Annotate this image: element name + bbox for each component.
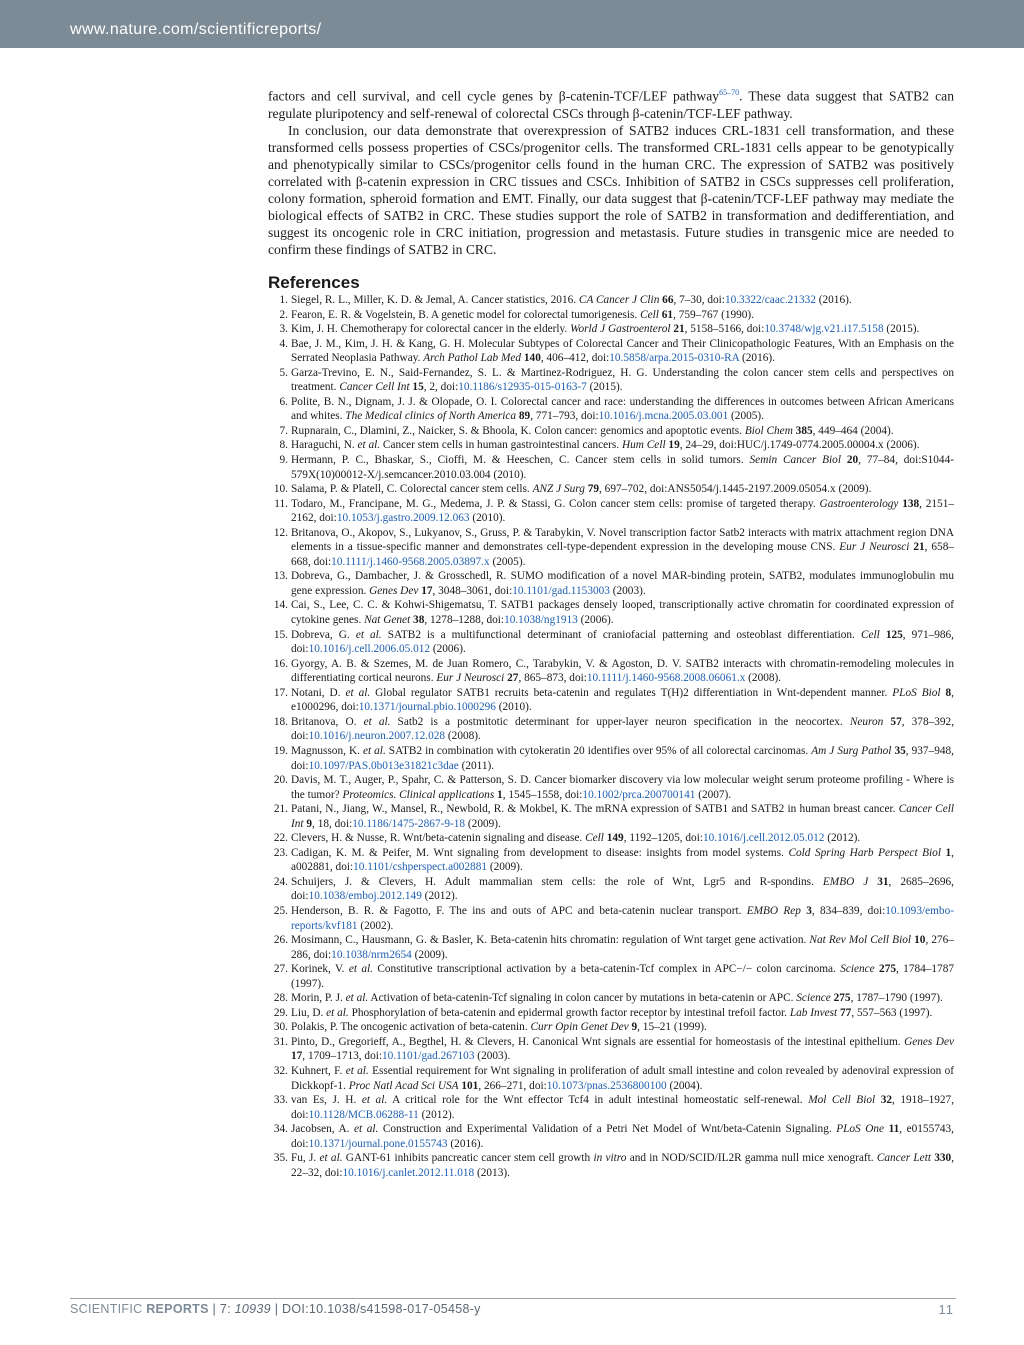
volume-number: 32 <box>875 1094 892 1107</box>
reference-text: Kuhnert, F. et al. Essential requirement for Wnt signaling in proliferation of adult small intestine and colon revealed by adenoviral expression of Dickkopf-1. Proc Natl Acad Sci USA 101, 266–271, doi:10.1073/pnas.2536800100 (2004). <box>291 1064 955 1092</box>
journal-title: Science <box>796 992 831 1005</box>
doi-link[interactable]: 10.1016/j.canlet.2012.11.018 <box>342 1166 475 1179</box>
reference-text: Britanova, O. et al. Satb2 is a postmitotic determinant for upper-layer neuron specification in the neocortex. Neuron 57, 378–392, doi:10.1016/j.neuron.2007.12.028 (2008). <box>291 715 955 743</box>
reference-number: 23. <box>273 846 288 859</box>
reference-number: 33. <box>273 1094 288 1107</box>
doi-link[interactable]: 10.1053/j.gastro.2009.12.063 <box>336 512 470 525</box>
reference-text: Kim, J. H. Chemotherapy for colorectal cancer in the elderly. World J Gastroenterol 21, 5158–5166, doi:10.3748/wjg.v21.i17.5158 (2015). <box>291 323 920 336</box>
volume-number: 275 <box>830 992 851 1005</box>
site-url[interactable]: www.nature.com/scientificreports/ <box>70 21 322 38</box>
journal-title: Cancer Cell Int <box>339 381 410 394</box>
reference-item <box>274 497 954 526</box>
journal-title: PLoS Biol <box>892 686 941 699</box>
reference-item <box>273 1020 954 1035</box>
doi-link[interactable]: 10.1097/PAS.0b013e31821c3dae <box>308 759 459 772</box>
reference-number: 10. <box>273 483 288 496</box>
reference-number: 26. <box>273 934 288 947</box>
reference-text: Jacobsen, A. et al. Construction and Experimental Validation of a Petri Net Model of Wnt/beta-Catenin Signaling. PLoS One 11, e0155743, doi:10.1371/journal.pone.0155743 (2016). <box>291 1123 954 1150</box>
reference-text: Cai, S., Lee, C. C. & Kohwi-Shigematsu, T. SATB1 packages densely looped, transcriptionally active chromatin for coordinated expression of cytokine genes. Nat Genet 38, 1278–1288, doi:10.1038/ng1913 (2006). <box>291 599 954 627</box>
reference-number: 1. <box>279 294 288 306</box>
volume-number: 330 <box>930 1152 952 1165</box>
reference-number: 27. <box>273 963 288 976</box>
volume-number: 8 <box>940 686 952 699</box>
reference-text: Henderson, B. R. & Fagotto, F. The ins and outs of APC and beta-catenin nuclear transport. EMBO Rep 3, 834–839, doi:10.1093/embo-reports/kvf181 (2002). <box>291 904 954 932</box>
doi-link[interactable]: 10.1186/1475-2867-9-18 <box>352 817 466 830</box>
volume-number: 66 <box>659 294 674 306</box>
reference-text: Cadigan, K. M. & Peifer, M. Wnt signaling from development to disease: insights from model systems. Cold Spring Harb Perspect Biol 1, a002881, doi:10.1101/cshperspect.a002881 (2009). <box>291 846 954 874</box>
reference-item <box>279 366 954 395</box>
reference-number: 6. <box>279 395 288 408</box>
reference-text: Magnusson, K. et al. SATB2 in combination with cytokeratin 20 identifies over 95% of all colorectal carcinomas. Am J Surg Pathol 35, 937–948, doi:10.1097/PAS.0b013e31821c3dae (2011). <box>291 744 954 772</box>
reference-item <box>273 875 955 904</box>
reference-item <box>273 1151 955 1180</box>
footer-divider <box>70 1298 956 1299</box>
reference-number: 30. <box>273 1021 288 1034</box>
reference-item <box>273 715 955 744</box>
doi-link[interactable]: 10.3322/caac.21332 <box>724 294 816 306</box>
volume-number: 149 <box>603 832 624 845</box>
reference-text: Patani, N., Jiang, W., Mansel, R., Newbold, R. & Mokbel, K. The mRNA expression of SATB1 and SATB2 in human breast cancer. Cancer Cell Int 9, 18, doi:10.1186/1475-2867-9-18 (2009). <box>291 803 954 830</box>
journal-title: Cell <box>640 308 659 321</box>
reference-number: 8. <box>279 439 288 452</box>
volume-number: 11 <box>884 1123 900 1136</box>
reference-number: 16. <box>273 657 288 670</box>
journal-title: Semin Cancer Biol <box>749 454 841 467</box>
reference-item <box>279 322 954 337</box>
reference-text: Haraguchi, N. et al. Cancer stem cells in human gastrointestinal cancers. Hum Cell 19, 24–29, doi:HUC/j.1749-0774.2005.00004.x (2006). <box>291 439 920 452</box>
doi-link[interactable]: 10.1038/emboj.2012.149 <box>308 890 422 903</box>
reference-item <box>273 598 954 627</box>
doi-link[interactable]: 10.1016/j.cell.2012.05.012 <box>702 832 825 845</box>
reference-number: 35. <box>273 1152 288 1165</box>
doi-link[interactable]: 10.1016/j.mcna.2005.03.001 <box>598 410 729 423</box>
reference-number: 17. <box>273 686 288 699</box>
doi-link[interactable]: 10.1016/j.neuron.2007.12.028 <box>308 730 446 743</box>
journal-title: ANZ J Surg <box>532 483 585 496</box>
volume-number: 125 <box>879 628 903 641</box>
volume-number: 79 <box>584 483 600 496</box>
reference-item <box>273 1122 954 1151</box>
reference-text: Dobreva, G., Dambacher, J. & Grosschedl, R. SUMO modification of a novel MAR-binding protein, SATB2, modulates immunoglobulin mu gene expression. Genes Dev 17, 3048–3061, doi:10.1101/gad.1153003 (2003). <box>291 570 954 597</box>
reference-item <box>273 657 954 686</box>
journal-title: Lab Invest <box>789 1006 838 1019</box>
reference-text: Polakis, P. The oncogenic activation of beta-catenin. Curr Opin Genet Dev 9, 15–21 (1999). <box>291 1021 707 1034</box>
volume-number: 138 <box>898 497 920 510</box>
reference-item <box>273 962 955 991</box>
reference-text: Clevers, H. & Nusse, R. Wnt/beta-catenin signaling and disease. Cell 149, 1192–1205, doi:10.1016/j.cell.2012.05.012 (2012). <box>291 832 861 845</box>
reference-item <box>279 337 954 366</box>
journal-title: Science <box>840 963 875 976</box>
volume-number: 20 <box>840 454 859 467</box>
reference-number: 14. <box>273 599 288 612</box>
reference-number: 13. <box>273 570 288 583</box>
reference-number: 18. <box>273 715 288 728</box>
reference-text: Fearon, E. R. & Vogelstein, B. A genetic model for colorectal tumorigenesis. Cell 61, 759–767 (1990). <box>291 308 755 321</box>
journal-title: Curr Opin Genet Dev <box>530 1021 629 1034</box>
reference-number: 20. <box>273 774 288 787</box>
reference-item <box>279 453 954 482</box>
reference-item <box>273 744 954 773</box>
journal-title: Genes Dev <box>369 584 419 597</box>
volume-number: 89 <box>516 410 531 423</box>
journal-title: Proc Natl Acad Sci USA <box>348 1079 459 1092</box>
page-number: 11 <box>938 1302 954 1317</box>
reference-item <box>273 628 955 657</box>
reference-text: Morin, P. J. et al. Activation of beta-catenin-Tcf signaling in colon cancer by mutations in beta-catenin or APC. Science 275, 1787–1790 (1997). <box>291 992 943 1005</box>
footer-doi: DOI:10.1038/s41598-017-05458-y <box>282 1302 481 1316</box>
reference-text: Polite, B. N., Dignam, J. J. & Olopade, O. I. Colorectal cancer and race: understanding the differences in outcomes between African Americans and whites. The Medical clinics of North America 89, 771–793, doi:10.1016/j.mcna.2005.03.001 (2005). <box>291 395 954 423</box>
reference-text: Todaro, M., Francipane, M. G., Medema, J. P. & Stassi, G. Colon cancer stem cells: promise of targeted therapy. Gastroenterology 138, 2151–2162, doi:10.1053/j.gastro.2009.12.063 (2010). <box>291 497 954 525</box>
reference-number: 19. <box>273 744 288 757</box>
doi-link[interactable]: 10.1111/j.1460-9568.2008.06061.x <box>586 672 746 685</box>
doi-link[interactable]: 10.1002/prca.200700141 <box>582 788 696 801</box>
journal-title: Arch Pathol Lab Med <box>423 352 522 365</box>
reference-text: Pinto, D., Gregorieff, A., Begthel, H. & Clevers, H. Canonical Wnt signals are essential for homeostasis of the intestinal epithelium. Genes Dev 17, 1709–1713, doi:10.1101/gad.267103 (2003). <box>291 1035 954 1063</box>
reference-item <box>273 569 954 598</box>
journal-title: Proteomics. Clinical applications <box>342 788 495 801</box>
journal-title: Genes Dev <box>904 1035 954 1048</box>
citation-superscript[interactable]: 65–70 <box>719 88 740 97</box>
doi-link[interactable]: 10.1101/gad.1153003 <box>512 584 610 597</box>
reference-number: 9. <box>279 454 288 467</box>
reference-text: Gyorgy, A. B. & Szemes, M. de Juan Romero, C., Tarabykin, V. & Agoston, D. V. SATB2 interacts with chromatin-remodeling molecules in differentiating cortical neurons. Eur J Neurosci 27, 865–873, doi:10.1111/j.1460-9568.2008.06061.x (2008). <box>291 657 954 685</box>
volume: 7: <box>219 1302 235 1316</box>
doi-link[interactable]: 10.3748/wjg.v21.i17.5158 <box>764 323 884 336</box>
reference-text: Bae, J. M., Kim, J. H. & Kang, G. H. Molecular Subtypes of Colorectal Cancer and Their Clinicopathologic Features, With an Emphasis on the Serrated Neoplasia Pathway. Arch Pathol Lab Med 140, 406–412, doi:10.5858/arpa.2015-0310-RA (2016). <box>291 337 954 365</box>
doi-link[interactable]: 10.1073/pnas.2536800100 <box>546 1079 667 1092</box>
doi-link[interactable]: 10.1038/ng1913 <box>504 614 578 627</box>
reference-item <box>279 395 954 424</box>
reference-number: 7. <box>279 424 288 437</box>
doi-link[interactable]: 10.1093/embo-reports/kvf181 <box>291 904 954 932</box>
paragraph-2: In conclusion, our data demonstrate that overexpression of SATB2 induces CRL-1831 cell transformation, and these transformed cells possess properties of CSCs/progenitor cells. The transformed CRL-1831 cells appear to be genotypically and phenotypically similar to CSCs/progenitor cells found in the human CRC. The expression of SATB2 was positively correlated with β-catenin expression in CRC tissues and CSCs. Inhibition of SATB2 in CSCs suppresses cell proliferation, colony formation, spheroid formation and EMT. Finally, our data suggest that β-catenin/TCF-LEF pathway may mediate the biological effects of SATB2 in CRC. These studies support the role of SATB2 in transformation and dedifferentiation, and suggest its oncogenic role in CRC initiation, progression and metastasis. Future studies in transgenic mice are needed to confirm these findings of SATB2 in CRC. <box>268 122 954 258</box>
doi-link[interactable]: 10.1371/journal.pone.0155743 <box>308 1137 448 1150</box>
volume-number: 19 <box>665 439 680 452</box>
doi-link[interactable]: 10.1101/cshperspect.a002881 <box>353 861 487 874</box>
volume-number: 17 <box>418 584 433 597</box>
references-heading: References <box>268 273 360 292</box>
journal-title: Eur J Neurosci <box>839 541 910 554</box>
journal-title: Cancer Cell Int <box>291 803 954 830</box>
volume-number: 385 <box>792 424 813 437</box>
reference-item <box>273 904 954 933</box>
body-text <box>268 84 954 258</box>
journal-title: PLoS One <box>836 1123 885 1136</box>
reference-text: Notani, D. et al. Global regulator SATB1 recruits beta-catenin and regulates T(H)2 differentiation in Wnt-dependent manner. PLoS Biol 8, e1000296, doi:10.1371/journal.pbio.1000296 (2010). <box>291 686 954 714</box>
reference-item <box>273 933 954 962</box>
reference-item <box>273 991 954 1006</box>
journal-title: Cold Spring Harb Perspect Biol <box>788 846 941 859</box>
volume-number: 35 <box>891 744 906 757</box>
journal-title: World J Gastroenterol <box>570 323 671 336</box>
reference-item <box>273 686 954 715</box>
doi-link[interactable]: 10.1111/j.1460-9568.2005.03897.x <box>331 555 490 568</box>
journal-title: Cell <box>585 832 604 845</box>
journal-title: CA Cancer J Clin <box>578 294 660 306</box>
reference-item <box>279 308 954 323</box>
reference-item <box>273 1093 955 1122</box>
reference-text: Fu, J. et al. GANT-61 inhibits pancreatic cancer stem cell growth in vitro and in NOD/SCID/IL2R gamma null mice xenograft. Cancer Lett 330, 22–32, doi:10.1016/j.canlet.2012.11.018 (2013). <box>291 1152 955 1179</box>
doi-link[interactable]: 10.1186/s12935-015-0163-7 <box>458 381 587 394</box>
reference-item <box>273 1006 954 1021</box>
reference-item <box>273 1035 954 1064</box>
reference-text: Davis, M. T., Auger, P., Spahr, C. & Patterson, S. D. Cancer biomarker discovery via low molecular weight serum proteome profiling - Where is the tumor? Proteomics. Clinical applications 1, 1545–1558, doi:10.1002/prca.200700141 (2007). <box>291 774 954 801</box>
doi-link[interactable]: 10.1101/gad.267103 <box>382 1050 475 1063</box>
volume-number: 9 <box>628 1021 638 1034</box>
reference-item <box>279 438 954 453</box>
reference-number: 31. <box>273 1035 288 1048</box>
header-bar <box>0 0 1024 48</box>
reference-number: 34. <box>273 1123 288 1136</box>
reference-number: 21. <box>273 803 288 816</box>
reference-number: 25. <box>273 904 288 917</box>
doi-link[interactable]: 10.1371/journal.pbio.1000296 <box>358 701 496 714</box>
reference-text: Mosimann, C., Hausmann, G. & Basler, K. Beta-catenin hits chromatin: regulation of Wnt target gene activation. Nat Rev Mol Cell Biol 10, 276–286, doi:10.1038/nrm2654 (2009). <box>291 934 954 961</box>
reference-item <box>273 831 954 846</box>
volume-number: 1 <box>494 788 503 801</box>
footer: SCIENTIFIC REPORTS | 7: 10939 | DOI:10.1038/s41598-017-05458-y <box>70 1302 481 1316</box>
journal-title: EMBO Rep <box>746 904 801 917</box>
volume-number: 140 <box>521 352 541 365</box>
journal-title: Cell <box>860 628 880 641</box>
reference-text: Dobreva, G. et al. SATB2 is a multifunctional determinant of craniofacial patterning and osteoblast differentiation. Cell 125, 971–986, doi:10.1016/j.cell.2006.05.012 (2006). <box>291 628 955 656</box>
reference-number: 29. <box>273 1006 288 1019</box>
volume-number: 275 <box>874 963 896 976</box>
reference-text: Siegel, R. L., Miller, K. D. & Jemal, A. Cancer statistics, 2016. CA Cancer J Clin 66, 7–30, doi:10.3322/caac.21332 (2016). <box>291 294 852 306</box>
paragraph-1: factors and cell survival, and cell cycle genes by β-catenin-TCF/LEF pathway$^{65-70}$. These data suggest that SATB2 can regulate pluripotency and self-renewal of colorectal CSCs through β-catenin/TCF-LEF pathway. <box>268 88 954 121</box>
journal-title: Neuron <box>849 715 884 728</box>
reference-number: 4. <box>279 337 288 350</box>
journal-title: Cancer Lett <box>876 1152 931 1165</box>
reference-item <box>273 526 955 570</box>
volume-number: 57 <box>883 715 902 728</box>
volume-number: 27 <box>504 672 519 685</box>
reference-number: 12. <box>273 526 288 539</box>
reference-item <box>273 482 954 497</box>
volume-number: 21 <box>670 323 685 336</box>
reference-number: 28. <box>273 992 288 1005</box>
doi-link[interactable]: 10.1128/MCB.06288-11 <box>308 1108 419 1121</box>
reference-item <box>273 802 954 831</box>
journal-title: Biol Chem <box>744 424 793 437</box>
volume-number: 10 <box>911 934 926 947</box>
article-number: 10939 <box>234 1302 271 1316</box>
reference-number: 5. <box>279 366 288 379</box>
journal-title: Eur J Neurosci <box>436 672 505 685</box>
reference-text: Salama, P. & Platell, C. Colorectal cancer stem cells. ANZ J Surg 79, 697–702, doi:ANS5054/j.1445-2197.2009.05054.x (2009). <box>291 483 872 496</box>
journal-title: Gastroenterology <box>819 497 899 510</box>
reference-number: 22. <box>273 832 288 845</box>
reference-text: Rupnarain, C., Dlamini, Z., Naicker, S. & Bhoola, K. Colon cancer: genomics and apoptotic events. Biol Chem 385, 449–464 (2004). <box>291 424 894 437</box>
reference-number: 11. <box>274 497 288 510</box>
volume-number: 17 <box>291 1050 303 1063</box>
journal-title: Mol Cell Biol <box>808 1094 876 1107</box>
journal-title: The Medical clinics of North America <box>345 410 517 423</box>
reference-text: Hermann, P. C., Bhaskar, S., Cioffi, M. & Heeschen, C. Cancer stem cells in solid tumors. Semin Cancer Biol 20, 77–84, doi:S1044-579X(10)00012-X/j.semcancer.2010.03.004 (2010). <box>291 454 954 481</box>
journal-title: Nat Genet <box>364 614 411 627</box>
reference-item <box>273 1064 955 1093</box>
journal-title: Am J Surg Pathol <box>811 744 892 757</box>
doi-link[interactable]: 10.1016/j.cell.2006.05.012 <box>308 643 431 656</box>
references-list <box>268 293 954 1180</box>
reference-number: 2. <box>279 308 288 321</box>
volume-number: 31 <box>868 875 889 888</box>
reference-number: 15. <box>273 628 288 641</box>
volume-number: 21 <box>909 541 925 554</box>
reference-text: Britanova, O., Akopov, S., Lukyanov, S., Gruss, P. & Tarabykin, V. Novel transcription factor Satb2 interacts with matrix attachment region DNA elements in a tissue-specific manner and demonstrates cell-type-dependent expression in the developing mouse CNS. Eur J Neurosci 21, 658–668, doi:10.1111/j.1460-9568.2005.03897.x (2005). <box>291 526 955 568</box>
doi-link[interactable]: 10.5858/arpa.2015-0310-RA <box>609 352 740 365</box>
reference-item <box>279 424 954 439</box>
reference-text: van Es, J. H. et al. A critical role for the Wnt effector Tcf4 in adult intestinal homeostatic self-renewal. Mol Cell Biol 32, 1918–1927, doi:10.1128/MCB.06288-11 (2012). <box>291 1094 955 1121</box>
reference-number: 32. <box>273 1064 288 1077</box>
reference-text: Liu, D. et al. Phosphorylation of beta-catenin and epidermal growth factor receptor by intestinal trefoil factor. Lab Invest 77, 557–563 (1997). <box>291 1006 933 1019</box>
volume-number: 38 <box>410 614 425 627</box>
reference-number: 24. <box>273 875 288 888</box>
reference-text: Schuijers, J. & Clevers, H. Adult mammalian stem cells: the role of Wnt, Lgr5 and R-spondins. EMBO J 31, 2685–2696, doi:10.1038/emboj.2012.149 (2012). <box>291 875 955 903</box>
volume-number: 101 <box>458 1079 479 1092</box>
journal-name: SCIENTIFIC REPORTS <box>70 1302 209 1316</box>
reference-item <box>273 846 954 875</box>
reference-number: 3. <box>279 323 288 336</box>
volume-number: 15 <box>409 381 424 394</box>
journal-title: EMBO J <box>822 875 869 888</box>
volume-number: 61 <box>658 308 674 321</box>
reference-item <box>279 293 954 308</box>
volume-number: 1 <box>940 846 952 859</box>
volume-number: 9 <box>303 817 313 830</box>
reference-text: Garza-Trevino, E. N., Said-Fernandez, S. L. & Martinez-Rodriguez, H. G. Understanding the colon cancer stem cells and perspectives on treatment. Cancer Cell Int 15, 2, doi:10.1186/s12935-015-0163-7 (2015). <box>291 366 954 394</box>
journal-title: Nat Rev Mol Cell Biol <box>809 934 912 947</box>
journal-title: Hum Cell <box>621 439 666 452</box>
volume-number: 77 <box>837 1006 852 1019</box>
reference-item <box>273 773 954 802</box>
doi-link[interactable]: 10.1038/nrm2654 <box>331 948 412 961</box>
reference-text: Korinek, V. et al. Constitutive transcriptional activation by a beta-catenin-Tcf complex in APC−/− colon carcinoma. Science 275, 1784–1787 (1997). <box>291 963 955 990</box>
volume-number: 3 <box>800 904 812 917</box>
